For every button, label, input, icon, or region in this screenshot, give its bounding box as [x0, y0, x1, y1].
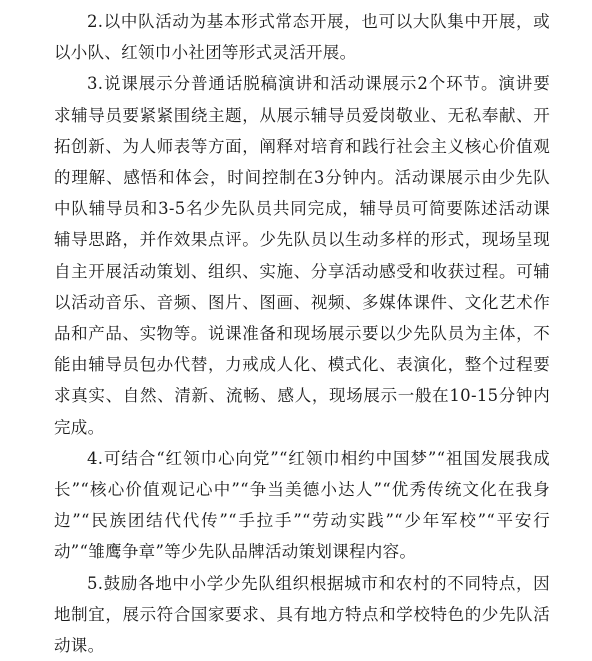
paragraph-item-5: 5.鼓励各地中小学少先队组织根据城市和农村的不同特点，因地制宜，展示符合国家要求、具有地方特点和学校特色的少先队活动课。 [54, 573, 550, 656]
paragraph-item-3: 3.说课展示分普通话脱稿演讲和活动课展示2个环节。演讲要求辅导员要紧紧围绕主题，从展示辅导员爱岗敬业、无私奉献、开拓创新、为人师表等方面，阐释对培育和践行社会主义核心价值观的理解、感悟和体会，时间控制在3分钟内。活动课展示由少先队中队辅导员和3-5名少先队员共同完成，辅导员可简要陈述活动课辅导思路，并作效果点评。少先队员以生动多样的形式，现场呈现自主开展活动策划、组织、实施、分享活动感受和收获过程。可辅以活动音乐、音频、图片、图画、视频、多媒体课件、文化艺术作品和产品、实物等。说课准备和现场展示要以少先队员为主体，不能由辅导员包办代替，力戒成人化、模式化、表演化，整个过程要求真实、自然、清新、流畅、感人，现场展示一般在10-15分钟内完成。 [54, 74, 550, 437]
paragraph-item-4: 4.可结合“红领巾心向党”“红领巾相约中国梦”“祖国发展我成长”“核心价值观记心中”“争当美德小达人”“优秀传统文化在我身边”“民族团结代代传”“手拉手”“劳动实践”“少年军校”“平安行动”“雏鹰争章”等少先队品牌活动策划课程内容。 [54, 448, 550, 562]
paragraph-item-2: 2.以中队活动为基本形式常态开展，也可以大队集中开展，或以小队、红领巾小社团等形式灵活开展。 [54, 12, 550, 63]
